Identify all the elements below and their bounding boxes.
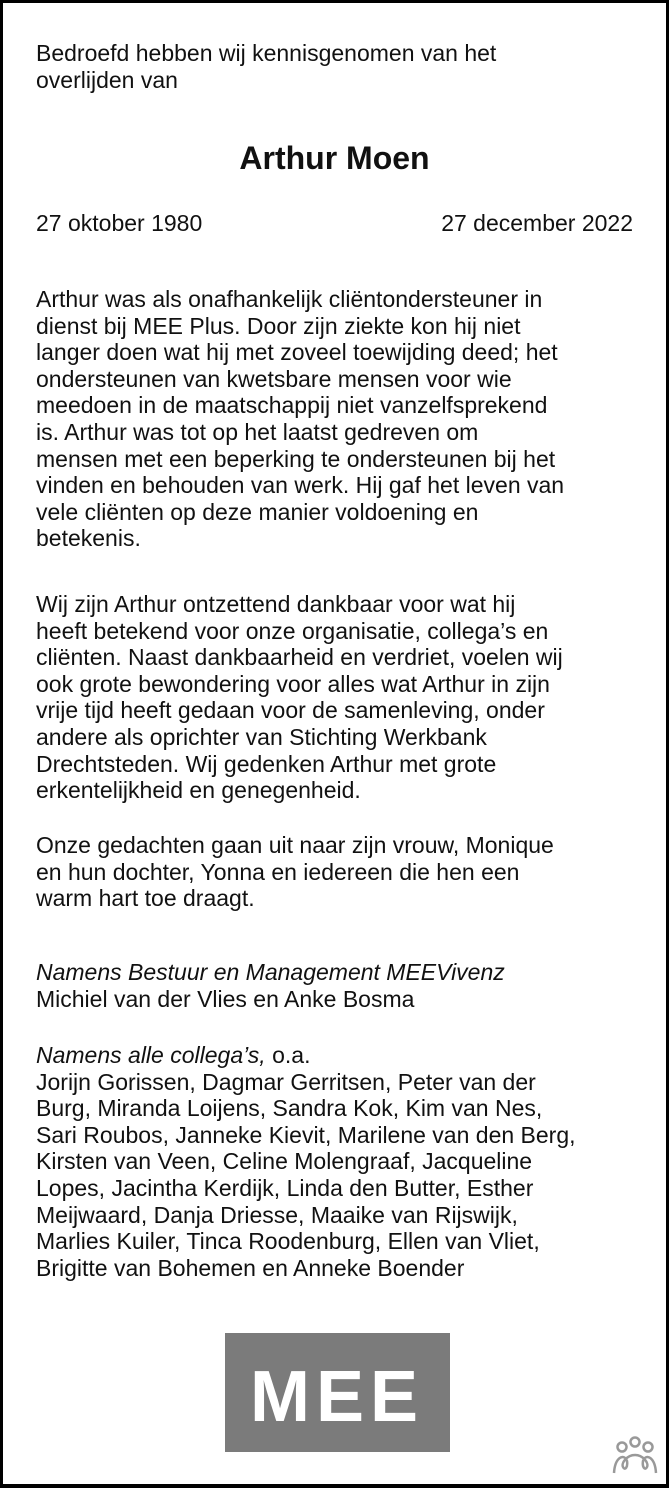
paragraph-line: warm hart toe draagt. xyxy=(36,885,255,912)
signature-board-label: Namens Bestuur en Management MEEVivenz xyxy=(36,959,505,985)
signature-board xyxy=(36,959,505,1012)
paragraph-1 xyxy=(36,286,564,552)
colleague-names-line: Jorijn Gorissen, Dagmar Gerritsen, Peter van der xyxy=(36,1068,536,1095)
paragraph-line: Arthur was als onafhankelijk cliëntondersteuner in xyxy=(36,286,543,312)
paragraph-line: ook grote bewondering voor alles wat Arthur in zijn xyxy=(36,670,550,697)
birth-date: 27 oktober 1980 xyxy=(36,210,203,236)
paragraph-line: betekenis. xyxy=(36,525,141,552)
paragraph-3 xyxy=(36,832,554,912)
paragraph-line: ondersteunen van kwetsbare mensen voor wie xyxy=(36,365,512,392)
paragraph-line: andere als oprichter van Stichting Werkbank xyxy=(36,723,487,750)
colleague-names-line: Sari Roubos, Janneke Kievit, Marilene van den Berg, xyxy=(36,1121,576,1148)
colleague-names-line: Lopes, Jacintha Kerdijk, Linda den Butter, Esther xyxy=(36,1174,534,1201)
paragraph-line: vele cliënten op deze manier voldoening en xyxy=(36,498,479,525)
signature-colleagues-label: Namens alle collega’s, xyxy=(36,1042,266,1068)
colleague-names-line: Marlies Kuiler, Tinca Roodenburg, Ellen van Vliet, xyxy=(36,1228,540,1255)
paragraph-line: vinden en behouden van werk. Hij gaf het leven van xyxy=(36,472,565,499)
signature-colleagues-suffix: o.a. xyxy=(265,1042,311,1068)
paragraph-line: Drechtsteden. Wij gedenken Arthur met grote xyxy=(36,750,497,777)
paragraph-line: vrije tijd heeft gedaan voor de samenleving, onder xyxy=(36,697,545,724)
paragraph-line: meedoen in de maatschappij niet vanzelfsprekend xyxy=(36,392,548,419)
paragraph-line: erkentelijkheid en genegenheid. xyxy=(36,777,361,804)
people-group-icon xyxy=(610,1435,660,1482)
paragraph-line: en hun dochter, Yonna en iedereen die hen een xyxy=(36,858,520,885)
intro-text xyxy=(36,40,496,93)
colleague-names-line: Brigitte van Bohemen en Anneke Boender xyxy=(36,1254,465,1281)
paragraph-2 xyxy=(36,591,563,804)
paragraph-line: Onze gedachten gaan uit naar zijn vrouw, Monique xyxy=(36,832,554,858)
logo-text: MEE xyxy=(249,1357,425,1437)
intro-line: Bedroefd hebben wij kennisgenomen van het xyxy=(36,40,497,66)
deceased-name: Arthur Moen xyxy=(239,140,430,176)
colleague-names-line: Burg, Miranda Loijens, Sandra Kok, Kim van Nes, xyxy=(36,1095,543,1122)
colleague-names-line: Meijwaard, Danja Driesse, Maaike van Rijswijk, xyxy=(36,1201,518,1228)
paragraph-line: dienst bij MEE Plus. Door zijn ziekte kon hij niet xyxy=(36,312,521,339)
colleague-names-line: Kirsten van Veen, Celine Molengraaf, Jacqueline xyxy=(36,1148,533,1175)
paragraph-line: heeft betekend voor onze organisatie, collega’s en xyxy=(36,617,549,644)
mee-logo xyxy=(225,1333,450,1452)
paragraph-line: mensen met een beperking te ondersteunen bij het xyxy=(36,445,556,472)
death-date: 27 december 2022 xyxy=(441,210,633,236)
paragraph-line: langer doen wat hij met zoveel toewijding deed; het xyxy=(36,339,558,366)
paragraph-line: is. Arthur was tot op het laatst gedreven om xyxy=(36,418,479,445)
paragraph-line: cliënten. Naast dankbaarheid en verdriet, voelen wij xyxy=(36,644,563,671)
signature-board-names: Michiel van der Vlies en Anke Bosma xyxy=(36,985,415,1012)
paragraph-line: Wij zijn Arthur ontzettend dankbaar voor wat hij xyxy=(36,591,516,617)
signature-colleagues xyxy=(36,1042,576,1281)
intro-line: overlijden van xyxy=(36,66,178,93)
